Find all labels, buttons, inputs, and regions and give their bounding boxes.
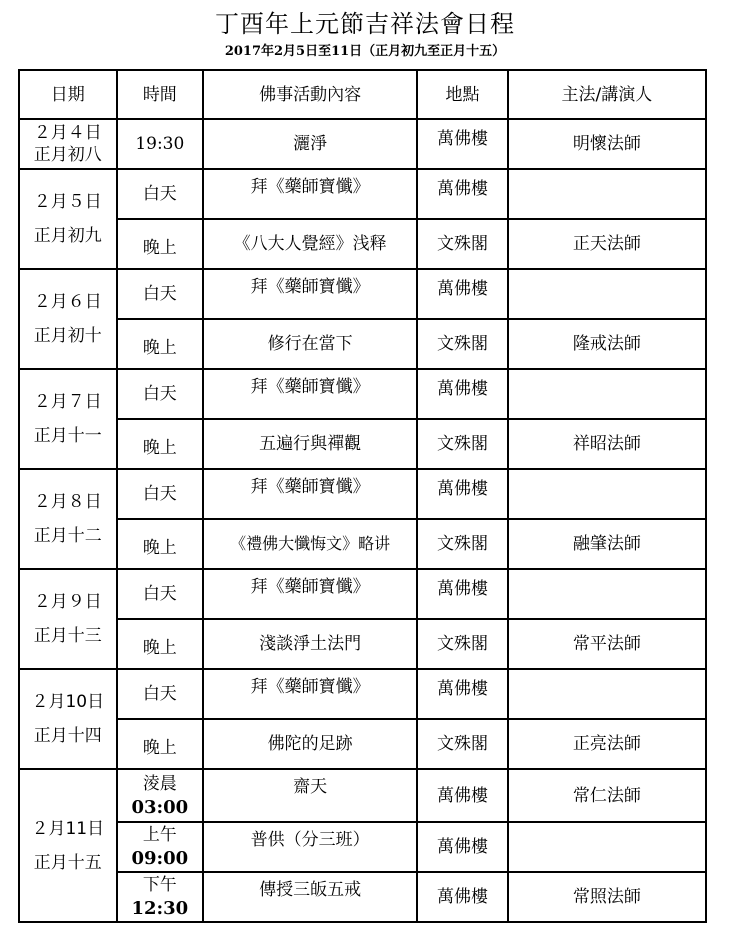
time-cell: [117, 872, 204, 922]
date-cell: [19, 469, 117, 569]
time-cell: 白天: [117, 569, 204, 619]
time-cell: 晚上: [117, 719, 204, 769]
header-date: 日期: [19, 70, 117, 119]
table-row: [19, 219, 706, 269]
schedule-table: [18, 69, 707, 923]
host-cell: [508, 669, 706, 719]
header-location: 地點: [417, 70, 508, 119]
lunar-date: 正月十一: [33, 426, 102, 446]
activity-cell: 齋天: [203, 769, 417, 822]
date-cell: [19, 269, 117, 369]
time-cell: 19:30: [117, 119, 204, 169]
location-cell: 文殊閣: [417, 219, 508, 269]
location-cell: 萬佛樓: [417, 169, 508, 219]
lunar-date: 正月十二: [33, 526, 102, 546]
solar-date: ２月７日: [33, 392, 102, 412]
page-title: 丁酉年上元節吉祥法會日程: [215, 10, 515, 38]
activity-cell: 傳授三皈五戒: [203, 872, 417, 922]
table-row: [19, 469, 706, 519]
table-row: [19, 369, 706, 419]
host-cell: 常平法師: [508, 619, 706, 669]
location-cell: 萬佛樓: [417, 269, 508, 319]
activity-cell: 拜《藥師寶懺》: [203, 269, 417, 319]
lunar-date: 正月十五: [33, 852, 102, 873]
host-cell: 正天法師: [508, 219, 706, 269]
activity-cell: 拜《藥師寶懺》: [203, 669, 417, 719]
header-time: 時間: [117, 70, 204, 119]
table-row: [19, 822, 706, 872]
table-row: [19, 419, 706, 469]
date-cell: [19, 569, 117, 669]
header-activity: 佛事活動內容: [203, 70, 417, 119]
host-cell: [508, 369, 706, 419]
header-host: 主法/講演人: [508, 70, 706, 119]
activity-cell: 淺談淨土法門: [203, 619, 417, 669]
time-cell: 白天: [117, 269, 204, 319]
host-cell: 明懷法師: [508, 119, 706, 169]
time-period-label: 下午: [142, 875, 177, 895]
location-cell: 萬佛樓: [417, 669, 508, 719]
location-cell: 文殊閣: [417, 519, 508, 569]
solar-date: ２月11日: [31, 818, 105, 839]
location-cell: 萬佛樓: [417, 119, 508, 169]
activity-cell: 《八大人覺經》浅释: [203, 219, 417, 269]
date-cell: [19, 169, 117, 269]
date-cell: [19, 669, 117, 769]
page-subtitle: 2017年2月5日至11日（正月初九至正月十五）: [224, 44, 506, 59]
activity-cell: 拜《藥師寶懺》: [203, 169, 417, 219]
table-row: [19, 169, 706, 219]
time-cell: 白天: [117, 369, 204, 419]
time-cell: 晚上: [117, 219, 204, 269]
date-cell: [19, 769, 117, 922]
table-row: [19, 119, 706, 169]
location-cell: 文殊閣: [417, 319, 508, 369]
solar-date: ２月６日: [33, 292, 102, 312]
location-cell: 文殊閣: [417, 619, 508, 669]
location-cell: 萬佛樓: [417, 822, 508, 872]
location-cell: 萬佛樓: [417, 872, 508, 922]
host-cell: 隆戒法師: [508, 319, 706, 369]
time-value: 09:00: [131, 848, 189, 869]
time-cell: 晚上: [117, 519, 204, 569]
table-row: [19, 619, 706, 669]
time-cell: 白天: [117, 469, 204, 519]
time-period-label: 上午: [142, 825, 177, 845]
table-row: [19, 769, 706, 822]
table-row: [19, 669, 706, 719]
table-row: [19, 719, 706, 769]
time-cell: 白天: [117, 669, 204, 719]
host-cell: [508, 169, 706, 219]
solar-date: ２月４日: [33, 123, 102, 143]
location-cell: 萬佛樓: [417, 469, 508, 519]
table-row: [19, 269, 706, 319]
date-cell: [19, 119, 117, 169]
activity-cell: 五遍行與禪觀: [203, 419, 417, 469]
table-row: [19, 519, 706, 569]
location-cell: 文殊閣: [417, 719, 508, 769]
host-cell: [508, 822, 706, 872]
host-cell: [508, 269, 706, 319]
time-value: 03:00: [131, 796, 189, 818]
lunar-date: 正月初十: [33, 326, 102, 346]
time-value: 12:30: [131, 898, 189, 919]
time-period-label: 淩晨: [142, 773, 177, 794]
location-cell: 萬佛樓: [417, 569, 508, 619]
solar-date: ２月９日: [33, 592, 102, 612]
solar-date: ２月８日: [33, 492, 102, 512]
host-cell: 正亮法師: [508, 719, 706, 769]
host-cell: [508, 469, 706, 519]
solar-date: ２月５日: [33, 192, 102, 212]
time-cell: 晚上: [117, 619, 204, 669]
time-cell: [117, 822, 204, 872]
time-cell: 白天: [117, 169, 204, 219]
location-cell: 文殊閣: [417, 419, 508, 469]
activity-cell: 佛陀的足跡: [203, 719, 417, 769]
location-cell: 萬佛樓: [417, 369, 508, 419]
host-cell: 常照法師: [508, 872, 706, 922]
lunar-date: 正月初八: [33, 145, 102, 165]
table-row: [19, 569, 706, 619]
date-cell: [19, 369, 117, 469]
lunar-date: 正月初九: [33, 226, 102, 246]
activity-cell: 普供（分三班）: [203, 822, 417, 872]
table-row: [19, 872, 706, 922]
host-cell: 常仁法師: [508, 769, 706, 822]
location-cell: 萬佛樓: [417, 769, 508, 822]
table-row: [19, 319, 706, 369]
activity-cell: 《禮佛大懺悔文》略讲: [203, 519, 417, 569]
solar-date: ２月10日: [31, 692, 105, 712]
activity-cell: 拜《藥師寶懺》: [203, 469, 417, 519]
host-cell: 祥昭法師: [508, 419, 706, 469]
activity-cell: 拜《藥師寶懺》: [203, 369, 417, 419]
activity-cell: 拜《藥師寶懺》: [203, 569, 417, 619]
lunar-date: 正月十三: [33, 626, 102, 646]
host-cell: [508, 569, 706, 619]
host-cell: 融肇法師: [508, 519, 706, 569]
time-cell: [117, 769, 204, 822]
table-header-row: [19, 70, 706, 119]
lunar-date: 正月十四: [33, 726, 102, 746]
activity-cell: 修行在當下: [203, 319, 417, 369]
time-cell: 晚上: [117, 319, 204, 369]
activity-cell: 灑淨: [203, 119, 417, 169]
time-cell: 晚上: [117, 419, 204, 469]
